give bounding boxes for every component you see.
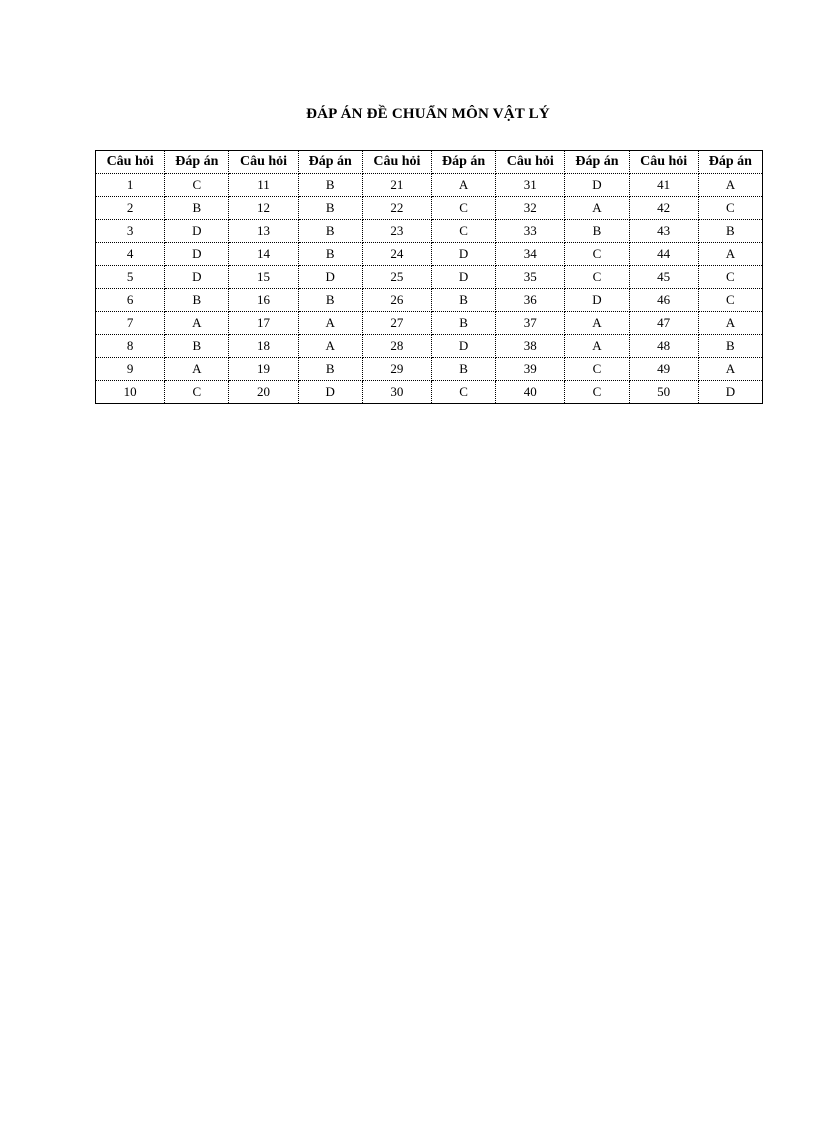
question-number-cell: 46 (629, 289, 698, 312)
table-row (96, 381, 763, 404)
answer-cell: B (298, 289, 362, 312)
column-header: Đáp án (298, 151, 362, 174)
question-number-cell: 48 (629, 335, 698, 358)
answer-cell: D (565, 289, 629, 312)
answer-cell: C (165, 174, 229, 197)
question-number-cell: 18 (229, 335, 298, 358)
question-number-cell: 49 (629, 358, 698, 381)
answer-cell: C (431, 197, 495, 220)
question-number-cell: 13 (229, 220, 298, 243)
answer-cell: B (165, 289, 229, 312)
question-number-cell: 2 (96, 197, 165, 220)
answer-cell: D (565, 174, 629, 197)
question-number-cell: 30 (362, 381, 431, 404)
column-header: Câu hỏi (629, 151, 698, 174)
answer-cell: D (431, 243, 495, 266)
answer-cell: B (298, 243, 362, 266)
answer-cell: A (698, 358, 762, 381)
question-number-cell: 10 (96, 381, 165, 404)
column-header: Đáp án (565, 151, 629, 174)
question-number-cell: 24 (362, 243, 431, 266)
question-number-cell: 28 (362, 335, 431, 358)
question-number-cell: 8 (96, 335, 165, 358)
answer-cell: B (431, 289, 495, 312)
question-number-cell: 41 (629, 174, 698, 197)
question-number-cell: 20 (229, 381, 298, 404)
question-number-cell: 4 (96, 243, 165, 266)
column-header: Đáp án (431, 151, 495, 174)
answer-cell: A (565, 335, 629, 358)
answer-cell: C (565, 243, 629, 266)
answer-cell: C (698, 289, 762, 312)
question-number-cell: 17 (229, 312, 298, 335)
question-number-cell: 23 (362, 220, 431, 243)
question-number-cell: 6 (96, 289, 165, 312)
answer-cell: A (698, 243, 762, 266)
question-number-cell: 11 (229, 174, 298, 197)
column-header: Câu hỏi (96, 151, 165, 174)
question-number-cell: 21 (362, 174, 431, 197)
table-row (96, 289, 763, 312)
answer-cell: A (165, 358, 229, 381)
question-number-cell: 1 (96, 174, 165, 197)
answer-cell: D (298, 381, 362, 404)
question-number-cell: 34 (496, 243, 565, 266)
question-number-cell: 25 (362, 266, 431, 289)
answer-cell: D (431, 335, 495, 358)
answer-cell: C (165, 381, 229, 404)
answer-cell: A (565, 197, 629, 220)
question-number-cell: 36 (496, 289, 565, 312)
answer-cell: D (298, 266, 362, 289)
question-number-cell: 5 (96, 266, 165, 289)
question-number-cell: 22 (362, 197, 431, 220)
question-number-cell: 37 (496, 312, 565, 335)
question-number-cell: 35 (496, 266, 565, 289)
answer-cell: D (165, 220, 229, 243)
answer-cell: C (698, 266, 762, 289)
answer-cell: B (298, 197, 362, 220)
answer-cell: C (431, 220, 495, 243)
table-row (96, 358, 763, 381)
column-header: Đáp án (165, 151, 229, 174)
answer-cell: C (698, 197, 762, 220)
answer-cell: A (165, 312, 229, 335)
question-number-cell: 47 (629, 312, 698, 335)
answer-key-table (95, 150, 763, 404)
question-number-cell: 26 (362, 289, 431, 312)
answer-cell: A (298, 312, 362, 335)
answer-cell: A (565, 312, 629, 335)
table-row (96, 266, 763, 289)
question-number-cell: 40 (496, 381, 565, 404)
answer-cell: D (431, 266, 495, 289)
answer-cell: B (165, 197, 229, 220)
column-header: Câu hỏi (496, 151, 565, 174)
answer-cell: C (565, 266, 629, 289)
question-number-cell: 15 (229, 266, 298, 289)
question-number-cell: 14 (229, 243, 298, 266)
column-header: Đáp án (698, 151, 762, 174)
answer-cell: B (165, 335, 229, 358)
answer-cell: A (698, 174, 762, 197)
answer-cell: B (431, 358, 495, 381)
question-number-cell: 32 (496, 197, 565, 220)
answer-cell: A (431, 174, 495, 197)
question-number-cell: 39 (496, 358, 565, 381)
answer-cell: D (698, 381, 762, 404)
question-number-cell: 50 (629, 381, 698, 404)
answer-cell: B (298, 174, 362, 197)
answer-cell: A (698, 312, 762, 335)
table-row (96, 220, 763, 243)
answer-cell: B (698, 335, 762, 358)
answer-cell: B (298, 220, 362, 243)
question-number-cell: 7 (96, 312, 165, 335)
table-row (96, 335, 763, 358)
table-row (96, 243, 763, 266)
answer-cell: B (298, 358, 362, 381)
question-number-cell: 38 (496, 335, 565, 358)
answer-cell: C (565, 381, 629, 404)
table-row (96, 174, 763, 197)
question-number-cell: 33 (496, 220, 565, 243)
question-number-cell: 27 (362, 312, 431, 335)
question-number-cell: 31 (496, 174, 565, 197)
table-header-row (96, 151, 763, 174)
question-number-cell: 19 (229, 358, 298, 381)
answer-cell: C (431, 381, 495, 404)
column-header: Câu hỏi (362, 151, 431, 174)
question-number-cell: 29 (362, 358, 431, 381)
table-body (96, 174, 763, 404)
question-number-cell: 42 (629, 197, 698, 220)
answer-cell: D (165, 243, 229, 266)
answer-cell: A (298, 335, 362, 358)
table-row (96, 312, 763, 335)
page-title: ĐÁP ÁN ĐỀ CHUẨN MÔN VẬT LÝ (306, 106, 550, 122)
question-number-cell: 44 (629, 243, 698, 266)
answer-cell: C (565, 358, 629, 381)
answer-cell: B (698, 220, 762, 243)
question-number-cell: 3 (96, 220, 165, 243)
answer-cell: D (165, 266, 229, 289)
question-number-cell: 9 (96, 358, 165, 381)
question-number-cell: 16 (229, 289, 298, 312)
answer-cell: B (565, 220, 629, 243)
question-number-cell: 45 (629, 266, 698, 289)
question-number-cell: 43 (629, 220, 698, 243)
question-number-cell: 12 (229, 197, 298, 220)
answer-cell: B (431, 312, 495, 335)
table-row (96, 197, 763, 220)
column-header: Câu hỏi (229, 151, 298, 174)
